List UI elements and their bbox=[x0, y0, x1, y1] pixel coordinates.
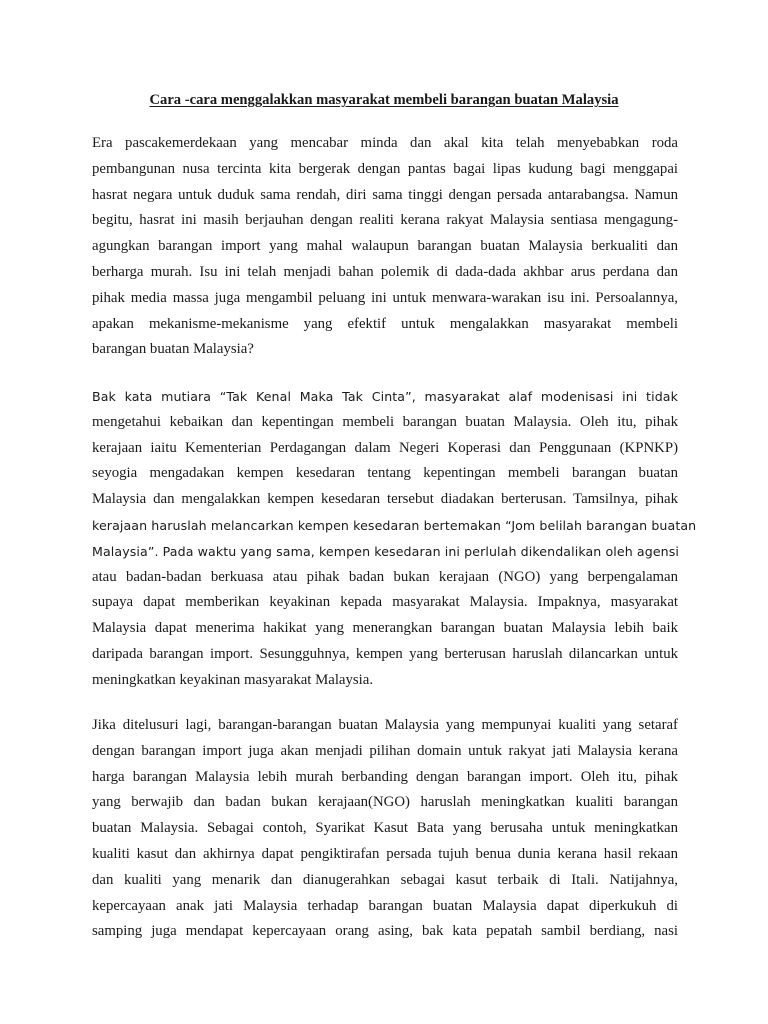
text-line: seyogia mengadakan kempen kesedaran tentang kepentingan membeli barangan buatan bbox=[92, 465, 678, 482]
text-line: Malaysia”. Pada waktu yang sama, kempen kesedaran ini perlulah dikendalikan oleh agensi bbox=[92, 543, 680, 559]
text-line: Bak kata mutiara “Tak Kenal Maka Tak Cinta”, masyarakat alaf modenisasi ini tidak bbox=[92, 389, 678, 404]
document-title: Cara -cara menggalakkan masyarakat membeli barangan buatan Malaysia bbox=[149, 92, 619, 108]
text-line: daripada barangan import. Sesungguhnya, kempen yang berterusan haruslah dilancarkan untuk bbox=[92, 645, 678, 662]
text-line: pembangunan nusa tercinta kita bergerak dengan pantas bagai lipas kudung bagi menggapai bbox=[92, 160, 678, 177]
text-line: Malaysia dapat menerima hakikat yang menerangkan barangan buatan Malaysia lebih baik bbox=[92, 620, 678, 637]
text-line: atau badan-badan berkuasa atau pihak badan bukan kerajaan (NGO) yang berpengalaman bbox=[92, 568, 678, 585]
text-line: Malaysia dan mengalakkan kempen kesedaran tersebut diadakan berterusan. Tamsilnya, pihak bbox=[92, 491, 678, 508]
text-line: meningkatkan keyakinan masyarakat Malaysia. bbox=[92, 671, 374, 688]
text-line: kerajaan iaitu Kementerian Perdagangan dalam Negeri Koperasi dan Penggunaan (KPNKP) bbox=[92, 439, 678, 456]
text-line: barangan buatan Malaysia? bbox=[92, 341, 254, 358]
text-line: pihak media massa juga mengambil peluang ini untuk menwara-warakan isu ini. Persoalannya, bbox=[92, 289, 678, 306]
paragraph-campaign bbox=[92, 384, 697, 694]
text-line: harga barangan Malaysia lebih murah berbanding dengan barangan import. Oleh itu, pihak bbox=[92, 768, 678, 785]
paragraph-introduction bbox=[92, 131, 678, 363]
text-line: berharga murah. Isu ini telah menjadi bahan polemik di dada-dada akhbar arus perdana dan bbox=[92, 263, 678, 280]
text-line: kualiti kasut dan akhirnya dapat pengiktirafan persada tujuh benua dunia kerana hasil rekaan bbox=[92, 845, 678, 862]
paragraph-quality bbox=[92, 713, 678, 945]
text-line: mengetahui kebaikan dan kepentingan membeli barangan buatan Malaysia. Oleh itu, pihak bbox=[92, 413, 678, 430]
text-line: begitu, hasrat ini masih berjauhan dengan realiti kerana rakyat Malaysia sentiasa mengagung- bbox=[92, 212, 678, 229]
text-line: buatan Malaysia. Sebagai contoh, Syarikat Kasut Bata yang berusaha untuk meningkatkan bbox=[92, 820, 678, 837]
text-line: yang berwajib dan badan bukan kerajaan(NGO) haruslah meningkatkan kualiti barangan bbox=[92, 794, 678, 811]
text-line: kerajaan haruslah melancarkan kempen kesedaran bertemakan “Jom belilah barangan buatan bbox=[92, 517, 697, 533]
text-line: supaya dapat memberikan keyakinan kepada masyarakat Malaysia. Impaknya, masyarakat bbox=[92, 594, 678, 611]
text-line: Era pascakemerdekaan yang mencabar minda dan akal kita telah menyebabkan roda bbox=[92, 135, 678, 151]
text-line: Jika ditelusuri lagi, barangan-barangan buatan Malaysia yang mempunyai kualiti yang setaraf bbox=[92, 717, 678, 733]
text-line: dan kualiti yang menarik dan dianugerahkan sebagai kasut terbaik di Itali. Natijahnya, bbox=[92, 871, 678, 888]
text-line: samping juga mendapat kepercayaan orang asing, bak kata pepatah sambil berdiang, nasi bbox=[92, 923, 678, 940]
text-line: agungkan barangan import yang mahal walaupun barangan buatan Malaysia berkualiti dan bbox=[92, 238, 678, 255]
text-line: dengan barangan import juga akan menjadi pilihan domain untuk rakyat jati Malaysia kerana bbox=[92, 742, 678, 759]
text-line: hasrat negara untuk duduk sama rendah, diri sama tinggi dengan persada antarabangsa. Namun bbox=[92, 186, 678, 203]
text-line: kepercayaan anak jati Malaysia terhadap barangan buatan Malaysia dapat diperkukuh di bbox=[92, 897, 678, 914]
text-line: apakan mekanisme-mekanisme yang efektif untuk mengalakkan masyarakat membeli bbox=[92, 315, 678, 332]
